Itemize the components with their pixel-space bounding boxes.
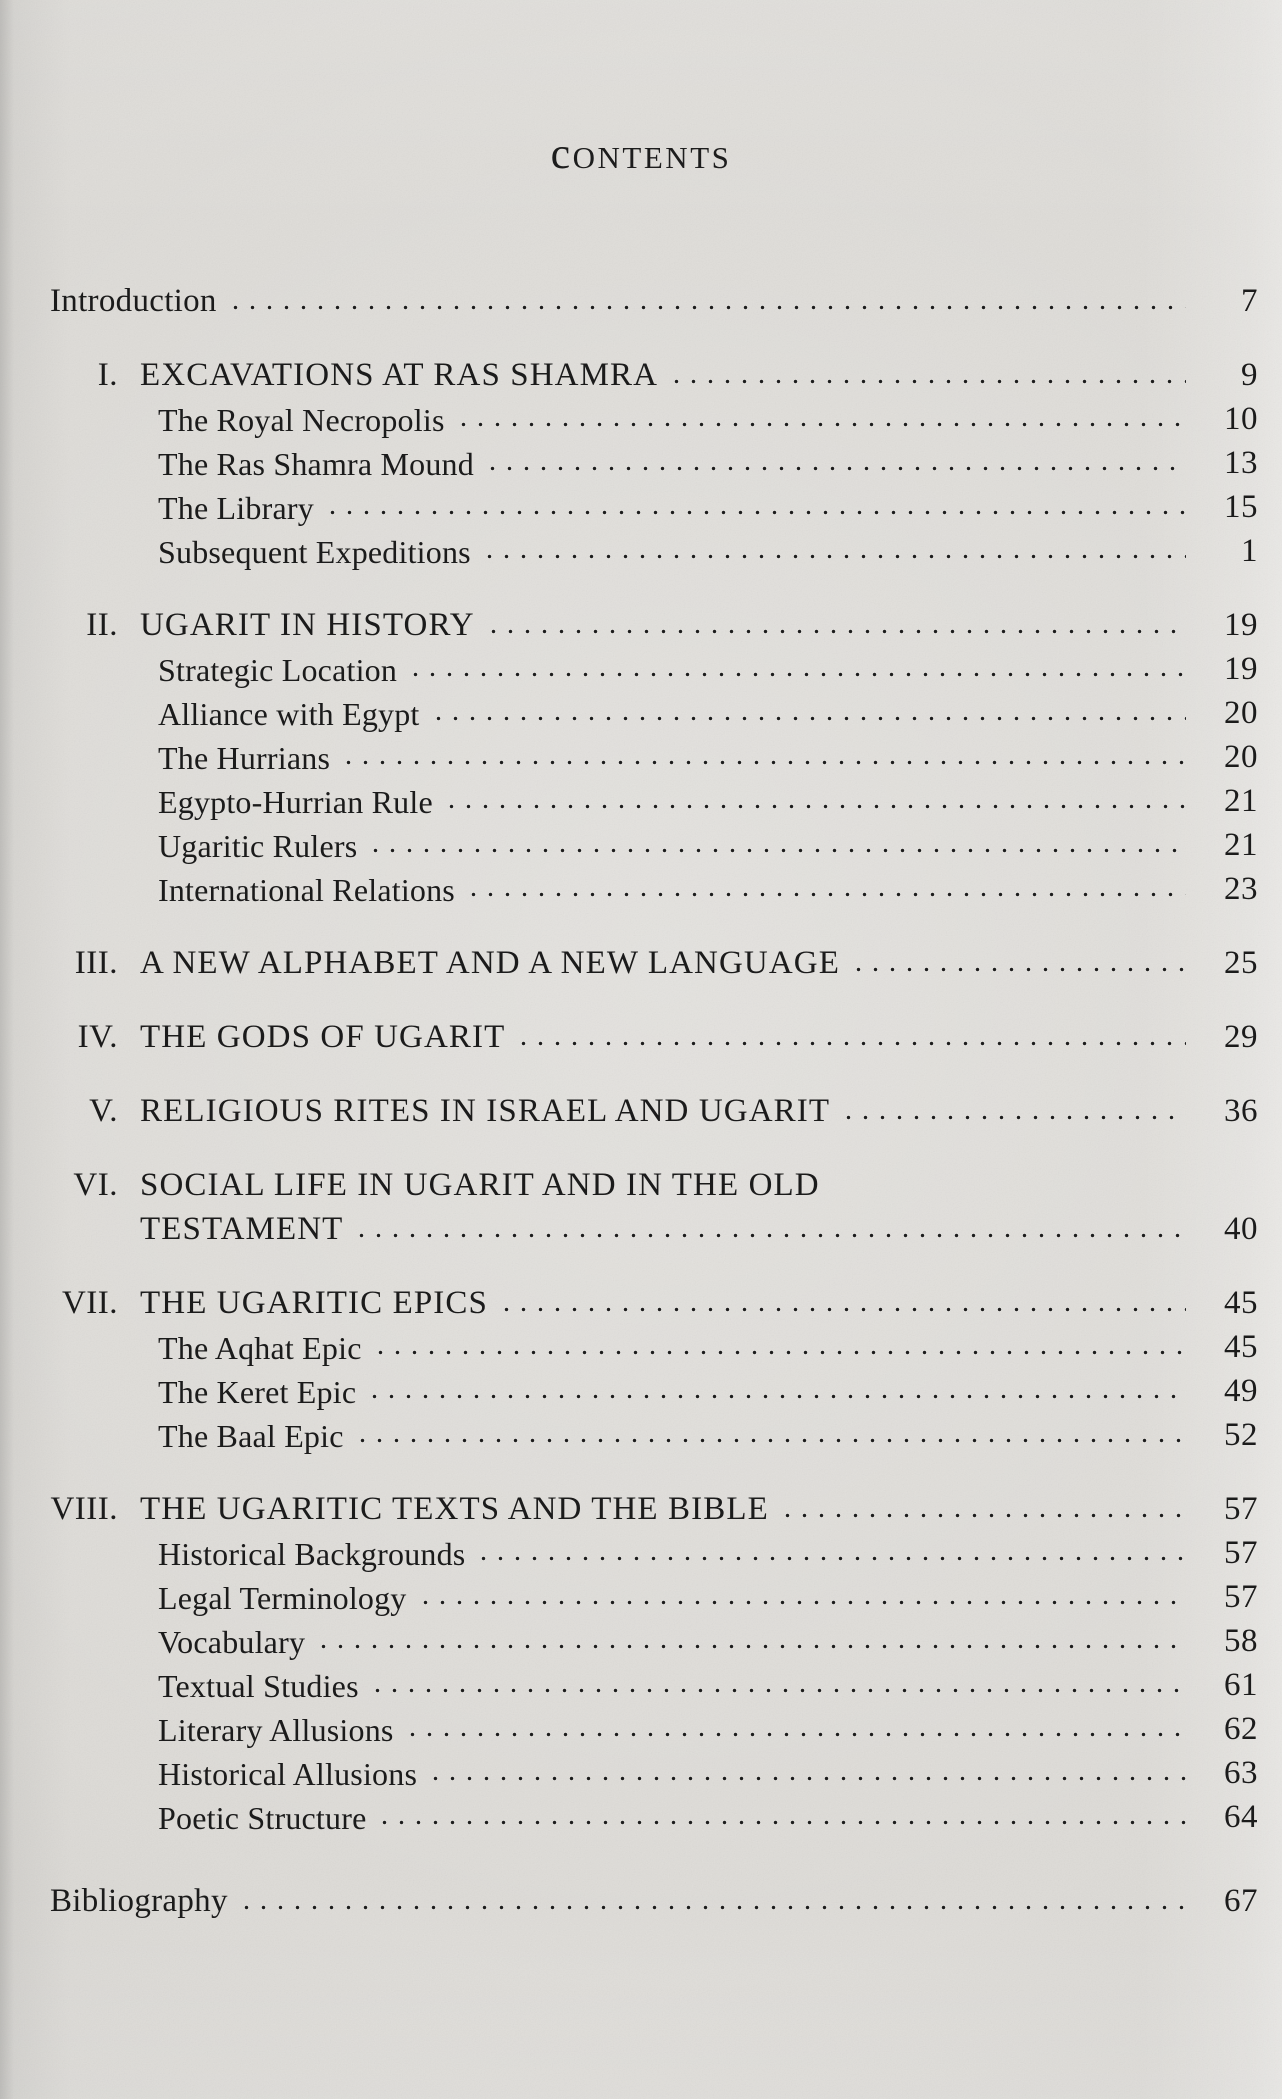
spacer	[0, 579, 1282, 609]
toc-chapter-entry[interactable]	[0, 609, 1282, 642]
page-number: 19	[1224, 607, 1258, 643]
toc-sub-entry[interactable]	[0, 1419, 1282, 1452]
toc-chapter-entry[interactable]	[0, 947, 1282, 980]
toc-sub-entry[interactable]	[0, 697, 1282, 730]
toc-sub-entry[interactable]	[0, 653, 1282, 686]
dot-leader	[484, 465, 1186, 472]
page-number: 62	[1224, 1711, 1258, 1747]
toc-sub-entry[interactable]	[0, 829, 1282, 862]
sub-entry-label: Legal Terminology	[158, 1580, 407, 1616]
toc-sub-entry[interactable]	[0, 491, 1282, 524]
dot-leader	[354, 1437, 1186, 1444]
dot-leader	[465, 891, 1186, 898]
chapter-numeral: VIII.	[50, 1491, 118, 1527]
toc-sub-entry[interactable]	[0, 741, 1282, 774]
entry-label: Introduction	[50, 283, 217, 319]
dot-leader	[417, 1599, 1186, 1606]
sub-entry-label: Subsequent Expeditions	[158, 534, 471, 570]
dot-leader	[369, 1687, 1186, 1694]
page-number: 57	[1224, 1579, 1258, 1615]
page-number: 61	[1224, 1667, 1258, 1703]
page-number: 13	[1224, 445, 1258, 481]
toc-chapter-entry[interactable]	[0, 1169, 1282, 1202]
page-number: 64	[1224, 1799, 1258, 1835]
dot-leader	[367, 847, 1186, 854]
sub-entry-label: The Aqhat Epic	[158, 1330, 362, 1366]
dot-leader	[353, 1232, 1186, 1239]
dot-leader	[515, 1040, 1186, 1047]
toc-chapter-entry[interactable]	[0, 1095, 1282, 1128]
dot-leader	[485, 628, 1186, 635]
page-title: contents	[550, 129, 732, 178]
dot-leader	[443, 803, 1186, 810]
entry-label: UGARIT IN HISTORY	[140, 607, 475, 643]
spacer	[0, 917, 1282, 947]
sub-entry-label: Ugaritic Rulers	[158, 828, 358, 864]
entry-label: Bibliography	[50, 1883, 228, 1919]
table-of-contents	[0, 285, 1282, 1929]
toc-sub-entry[interactable]	[0, 1801, 1282, 1834]
page-number: 15	[1224, 489, 1258, 525]
sub-entry-label: International Relations	[158, 872, 455, 908]
toc-sub-entry[interactable]	[0, 1757, 1282, 1790]
dot-leader	[430, 715, 1186, 722]
toc-sub-entry[interactable]	[0, 1669, 1282, 1702]
sub-entry-label: Vocabulary	[158, 1624, 306, 1660]
toc-sub-entry[interactable]	[0, 1537, 1282, 1570]
toc-chapter-entry[interactable]	[0, 1493, 1282, 1526]
page-number: 9	[1241, 357, 1258, 393]
page-number: 52	[1224, 1417, 1258, 1453]
page-number: 49	[1224, 1373, 1258, 1409]
toc-chapter-entry[interactable]	[0, 1021, 1282, 1054]
toc-sub-entry[interactable]	[0, 873, 1282, 906]
page-number: 45	[1224, 1329, 1258, 1365]
page-number: 45	[1224, 1285, 1258, 1321]
entry-label-line2: TESTAMENT	[140, 1211, 344, 1247]
sub-entry-label: Egypto-Hurrian Rule	[158, 784, 433, 820]
dot-leader	[340, 759, 1186, 766]
page-number: 19	[1224, 651, 1258, 687]
spacer	[0, 1065, 1282, 1095]
dot-leader	[840, 1114, 1186, 1121]
page-number: 20	[1224, 739, 1258, 775]
page-number: 36	[1224, 1093, 1258, 1129]
dot-leader	[227, 304, 1186, 311]
sub-entry-label: Strategic Location	[158, 652, 398, 688]
toc-chapter-entry[interactable]	[0, 1287, 1282, 1320]
toc-sub-entry[interactable]	[0, 1581, 1282, 1614]
toc-sub-entry[interactable]	[0, 403, 1282, 436]
sub-entry-label: The Ras Shamra Mound	[158, 446, 474, 482]
toc-chapter-entry-continuation[interactable]	[0, 1213, 1282, 1246]
sub-entry-label: The Royal Necropolis	[158, 402, 445, 438]
page-number: 57	[1224, 1535, 1258, 1571]
spacer	[0, 1845, 1282, 1885]
chapter-numeral: II.	[86, 607, 118, 643]
toc-sub-entry[interactable]	[0, 785, 1282, 818]
dot-leader	[481, 553, 1186, 560]
toc-chapter-entry[interactable]	[0, 359, 1282, 392]
sub-entry-label: Historical Allusions	[158, 1756, 418, 1792]
spacer	[0, 329, 1282, 359]
dot-leader	[238, 1904, 1186, 1911]
page-number: 20	[1224, 695, 1258, 731]
toc-sub-entry[interactable]	[0, 1625, 1282, 1658]
spacer	[0, 1139, 1282, 1169]
toc-entry[interactable]	[0, 1885, 1282, 1918]
page-number: 40	[1224, 1211, 1258, 1247]
page-number: 58	[1224, 1623, 1258, 1659]
chapter-numeral: I.	[97, 357, 118, 393]
dot-leader	[366, 1393, 1186, 1400]
dot-leader	[376, 1819, 1186, 1826]
sub-entry-label: Alliance with Egypt	[158, 696, 420, 732]
toc-entry[interactable]	[0, 285, 1282, 318]
dot-leader	[427, 1775, 1186, 1782]
sub-entry-label: The Library	[158, 490, 314, 526]
toc-sub-entry[interactable]	[0, 447, 1282, 480]
page-number: 21	[1224, 827, 1258, 863]
page-number: 21	[1224, 783, 1258, 819]
dot-leader	[850, 966, 1186, 973]
dot-leader	[779, 1512, 1186, 1519]
chapter-numeral: VI.	[73, 1167, 118, 1203]
page-number: 1	[1241, 533, 1258, 569]
dot-leader	[455, 421, 1186, 428]
sub-entry-label: Poetic Structure	[158, 1800, 367, 1836]
sub-entry-label: Textual Studies	[158, 1668, 359, 1704]
entry-label: THE UGARITIC TEXTS AND THE BIBLE	[140, 1491, 769, 1527]
sub-entry-label: The Baal Epic	[158, 1418, 344, 1454]
page-number: 29	[1224, 1019, 1258, 1055]
page-number: 7	[1241, 283, 1258, 319]
page-number: 67	[1224, 1883, 1258, 1919]
entry-label: RELIGIOUS RITES IN ISRAEL AND UGARIT	[140, 1093, 831, 1129]
chapter-numeral: VII.	[61, 1285, 118, 1321]
dot-leader	[324, 509, 1186, 516]
dot-leader	[404, 1731, 1186, 1738]
sub-entry-label: Historical Backgrounds	[158, 1536, 466, 1572]
toc-sub-entry[interactable]	[0, 1713, 1282, 1746]
dot-leader	[407, 671, 1186, 678]
page-number: 10	[1224, 401, 1258, 437]
spacer	[0, 991, 1282, 1021]
dot-leader	[668, 378, 1186, 385]
chapter-numeral: V.	[89, 1093, 118, 1129]
chapter-numeral: IV.	[77, 1019, 118, 1055]
sub-entry-label: The Keret Epic	[158, 1374, 357, 1410]
toc-sub-entry[interactable]	[0, 535, 1282, 568]
dot-leader	[498, 1306, 1186, 1313]
spacer	[0, 1257, 1282, 1287]
chapter-numeral: III.	[74, 945, 118, 981]
page-number: 25	[1224, 945, 1258, 981]
entry-label: THE UGARITIC EPICS	[140, 1285, 488, 1321]
entry-label: SOCIAL LIFE IN UGARIT AND IN THE OLD	[140, 1167, 820, 1203]
dot-leader	[475, 1555, 1186, 1562]
entry-label: EXCAVATIONS AT RAS SHAMRA	[140, 357, 659, 393]
dot-leader	[372, 1349, 1186, 1356]
page-number: 57	[1224, 1491, 1258, 1527]
spacer	[0, 1463, 1282, 1493]
entry-label: A NEW ALPHABET AND A NEW LANGUAGE	[140, 945, 840, 981]
sub-entry-label: The Hurrians	[158, 740, 331, 776]
sub-entry-label: Literary Allusions	[158, 1712, 394, 1748]
dot-leader	[315, 1643, 1186, 1650]
toc-sub-entry[interactable]	[0, 1375, 1282, 1408]
entry-label: THE GODS OF UGARIT	[140, 1019, 506, 1055]
toc-sub-entry[interactable]	[0, 1331, 1282, 1364]
page-number: 63	[1224, 1755, 1258, 1791]
page-number: 23	[1224, 871, 1258, 907]
